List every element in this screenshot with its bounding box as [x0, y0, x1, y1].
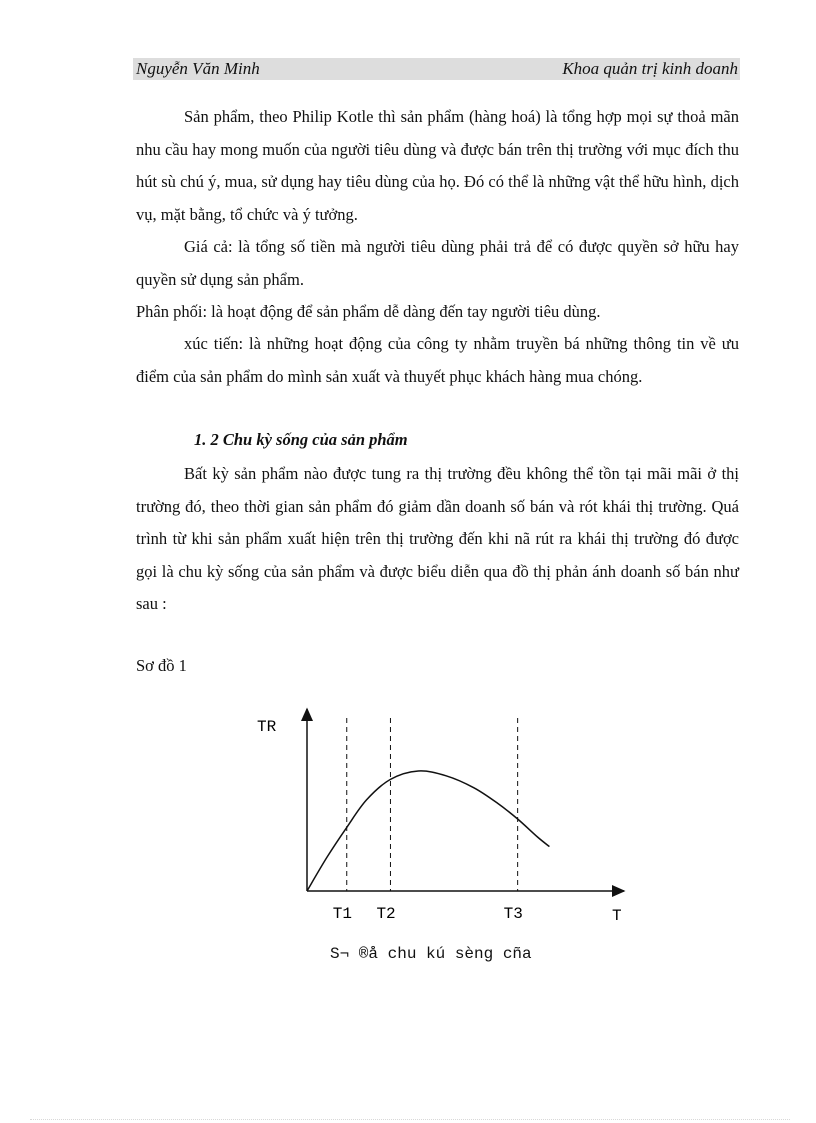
- x-axis-label: T: [612, 907, 622, 925]
- marker-label-t2: T2: [376, 905, 396, 923]
- paragraph-product: Sản phẩm, theo Philip Kotle thì sản phẩm (hàng hoá) là tổng hợp mọi sự thoả mãn nhu cầu hay mong muốn của người tiêu dùng và được bán trên thị trường với mục đích thu hút sù chú ý, mua, sử dụng hay tiêu dùng của họ. Đó có thể là những vật thể hữu hình, dịch vụ, mặt bằng, tổ chức và ý tưởng.: [136, 107, 739, 224]
- paragraph-promotion: xúc tiến: là những hoạt động của công ty nhằm truyền bá những thông tin về ưu điểm của sản phẩm do mình sản xuất và thuyết phục khách hàng mua chóng.: [136, 334, 739, 386]
- y-axis-label: TR: [257, 718, 277, 736]
- section-heading: 1. 2 Chu kỳ sống của sản phẩm: [194, 430, 408, 449]
- paragraph-life-cycle: Bất kỳ sản phẩm nào được tung ra thị trường đều không thể tồn tại mãi mãi ở thị trường đó, theo thời gian sản phẩm đó giảm dần doanh số bán và rót khái thị trường. Quá trình từ khi sản phẩm xuất hiện trên thị trường đến khi nã rút ra khái thị trường đó được gọi là chu kỳ sống của sản phẩm và được biểu diễn qua đồ thị phản ánh doanh số bán như sau :: [136, 464, 739, 613]
- diagram-caption: S¬ ®å chu kú sèng cña: [330, 945, 532, 963]
- paragraph-price: Giá cả: là tổng số tiền mà người tiêu dùng phải trả để có được quyền sở hữu hay quyền sử dụng sản phẩm.: [136, 237, 739, 289]
- footer-divider: [30, 1119, 790, 1120]
- header-author: Nguyễn Văn Minh: [136, 59, 260, 78]
- page-header: [133, 58, 740, 80]
- header-department: Khoa quản trị kinh doanh: [562, 59, 738, 78]
- sales-curve: [307, 771, 549, 891]
- diagram-label: Sơ đồ 1: [136, 656, 187, 675]
- life-cycle-chart: [240, 700, 640, 940]
- marker-label-t1: T1: [332, 905, 352, 923]
- paragraph-distribution: Phân phối: là hoạt động để sản phẩm dễ dàng đến tay người tiêu dùng.: [136, 302, 601, 321]
- marker-label-t3: T3: [503, 905, 523, 923]
